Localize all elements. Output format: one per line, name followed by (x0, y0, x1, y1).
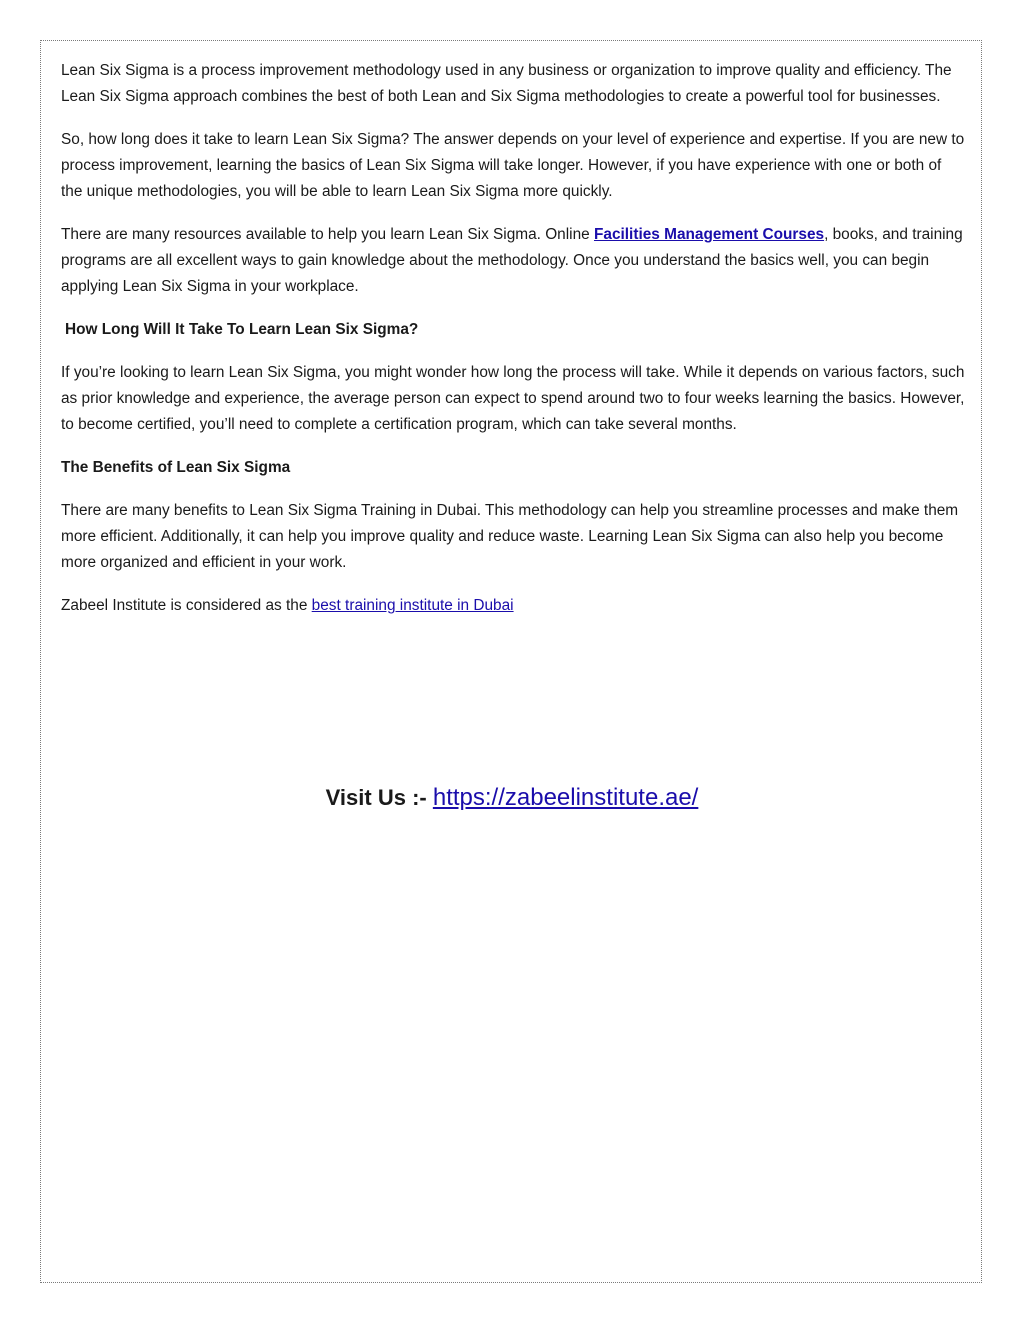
document-body (61, 58, 966, 636)
paragraph-benefits-body: There are many benefits to Lean Six Sigma Training in Dubai. This methodology can help you streamline processes and make them more efficient. Additionally, it can help you improve quality and reduce waste. Learning Lean Six Sigma can also help you become more organized and efficient in your work. (61, 502, 959, 571)
paragraph-resources (61, 222, 966, 300)
paragraph-zabeel (61, 593, 966, 619)
heading-benefits: The Benefits of Lean Six Sigma (61, 459, 291, 476)
best-training-institute-link[interactable]: best training institute in Dubai (311, 597, 514, 614)
zabeel-text-before: Zabeel Institute is considered as the (61, 597, 312, 614)
paragraph-intro: Lean Six Sigma is a process improvement methodology used in any business or organization to improve quality and efficiency. The Lean Six Sigma approach combines the best of both Lean and Six Sigma methodologies to create a powerful tool for businesses. (61, 62, 952, 105)
paragraph-how-long-intro: So, how long does it take to learn Lean Six Sigma? The answer depends on your level of experience and expertise. If you are new to process improvement, learning the basics of Lean Six Sigma will take longer. However, if you have experience with one or both of the unique methodologies, you will be able to learn Lean Six Sigma more quickly. (61, 131, 965, 200)
visit-us-label: Visit Us :- (325, 785, 433, 810)
visit-us-line (0, 780, 1024, 819)
website-link[interactable]: https://zabeelinstitute.ae/ (432, 784, 699, 811)
resources-text-after: , books, and training programs are all excellent ways to gain knowledge about the methodology. Once you understand the basics well, you can begin applying Lean Six Sigma in your workplace. (61, 226, 963, 295)
heading-how-long: How Long Will It Take To Learn Lean Six Sigma? (65, 321, 419, 338)
facilities-management-courses-link[interactable]: Facilities Management Courses (593, 226, 825, 243)
paragraph-how-long-body: If you’re looking to learn Lean Six Sigma, you might wonder how long the process will take. While it depends on various factors, such as prior knowledge and experience, the average person can expect to spend around two to four weeks learning the basics. However, to become certified, you’ll need to complete a certification program, which can take several months. (61, 364, 965, 433)
resources-text-before: There are many resources available to help you learn Lean Six Sigma. Online (61, 226, 594, 243)
